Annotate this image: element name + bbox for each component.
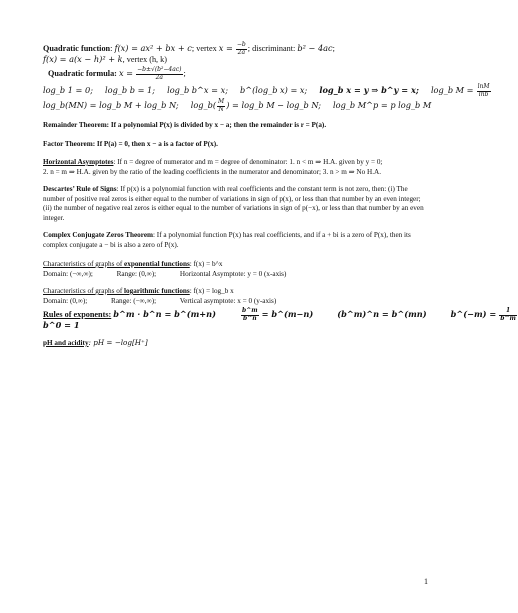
log-rule-4: b^(log_b x) = x; bbox=[240, 84, 308, 95]
exponent-rule-4-lhs: b^(−m) = bbox=[450, 308, 497, 319]
discriminant-label: discriminant: bbox=[252, 43, 296, 53]
log-rule-7: log_b(MN) = log_b M + log_b N; bbox=[43, 99, 179, 110]
exponent-rule-5-line bbox=[43, 321, 80, 330]
exponential-range: Range: (0,∞); bbox=[116, 270, 157, 278]
factor-theorem-label: Factor Theorem: bbox=[43, 140, 96, 148]
vertex-label: vertex bbox=[196, 43, 217, 53]
log-rule-6-lhs: log_b M = bbox=[430, 84, 474, 95]
descartes-rule-text: : If p(x) is a polynomial function with real coefficients and the constant term is not zero, then: (i) The number of positive real zeros is either equal to the number of variations in sign of p(x), or less than that number by an even integer; (ii) the number of negative real zeros is either equal to the number of variations in sign of p(−x), or less than that number by an even integer. bbox=[43, 185, 424, 222]
exponential-heading-pre: Characteristics of graphs of bbox=[43, 260, 125, 268]
vertex-fraction: $\frac{-b}{2a}$ bbox=[236, 41, 246, 56]
exponential-asymptote: Horizontal Asymptote: y = 0 (x-axis) bbox=[179, 270, 287, 278]
exponent-rule-2-fraction: $\frac{b\^{}m}{b\^{}n}$ bbox=[242, 307, 258, 322]
vertex-form-line: f(x) = a(x − h)² + k, vertex (h, k) bbox=[43, 54, 167, 64]
exponent-rule-2-rhs: = b^(m−n) bbox=[261, 308, 314, 319]
remainder-theorem-label: Remainder Theorem: bbox=[43, 121, 110, 129]
log-rule-8-fraction: $\frac{M}{N}$ bbox=[218, 98, 225, 113]
logarithmic-characteristics bbox=[43, 297, 276, 306]
exponent-rule-4-fraction: $\frac{1}{b\^{}m}$ bbox=[500, 307, 516, 322]
logarithmic-heading-bold: logarithmic functions bbox=[124, 287, 190, 295]
exponent-rule-1: b^m · b^n = b^(m+n) bbox=[113, 308, 216, 319]
logarithmic-heading bbox=[43, 287, 234, 296]
exponential-heading-bold: exponential functions bbox=[124, 260, 190, 268]
logarithmic-range: Range: (−∞,∞); bbox=[111, 297, 157, 305]
rules-of-exponents-line bbox=[43, 308, 518, 322]
ph-formula: : pH = −log[H⁺] bbox=[88, 338, 148, 347]
log-rules-line-1 bbox=[43, 84, 492, 98]
log-rule-9: log_b M^p = p log_b M bbox=[333, 99, 432, 110]
log-rule-2: log_b b = 1; bbox=[105, 84, 156, 95]
horizontal-asymptotes-line-2 bbox=[43, 168, 381, 177]
remainder-theorem-text: If a polynomial P(x) is divided by x − a; then the remainder is r = P(a). bbox=[110, 121, 327, 129]
vertex-x: x = bbox=[218, 42, 233, 53]
exponential-characteristics bbox=[43, 270, 286, 279]
quadratic-function-label: Quadratic function bbox=[43, 43, 111, 53]
logarithmic-heading-post: : f(x) = log_b x bbox=[189, 287, 234, 295]
horizontal-asymptotes-text-2: 2. n = m ⇒ H.A. given by the ratio of the leading coefficients in the numerator and denominator; 3. n > m ⇒ No H.A. bbox=[43, 168, 381, 176]
logarithmic-asymptote: Vertical asymptote: x = 0 (y-axis) bbox=[179, 297, 277, 305]
factor-theorem-text: If P(a) = 0, then x − a is a factor of P(x). bbox=[96, 140, 218, 148]
log-rule-6-fraction: $\frac{\ln M}{\ln b}$ bbox=[477, 83, 490, 98]
log-rule-5: log_b x = y ⇒ b^y = x; bbox=[319, 84, 419, 95]
remainder-theorem bbox=[43, 121, 326, 130]
log-rule-1: log_b 1 = 0; bbox=[43, 84, 93, 95]
complex-conjugate-theorem bbox=[43, 231, 428, 250]
exponential-heading bbox=[43, 260, 223, 269]
quadratic-formula-fraction: $\frac{\text{−b±√(b²−4ac)}}{2a}$ bbox=[137, 66, 182, 81]
exponent-rule-3: (b^m)^n = b^(mn) bbox=[337, 308, 427, 319]
horizontal-asymptotes-label: Horizontal Asymptotes bbox=[43, 158, 114, 166]
page-number: 1 bbox=[424, 577, 428, 586]
quadratic-formula-line: Quadratic formula: x = $\frac{\text{−b±√(b²−4ac)}}{2a}$ ; bbox=[48, 66, 186, 81]
log-rule-8-rhs: ) = log_b M − log_b N; bbox=[226, 99, 321, 110]
quadratic-function-line: Quadratic function: f(x) = ax² + bx + c; vertex x = $\frac{-b}{2a}$ ; discriminant: b² − 4ac; bbox=[43, 41, 335, 56]
quadratic-function-formula: f(x) = ax² + bx + c bbox=[114, 42, 192, 53]
exponent-rule-5: b^0 = 1 bbox=[43, 320, 80, 330]
factor-theorem bbox=[43, 140, 218, 149]
quadratic-formula-x: x = bbox=[118, 67, 134, 78]
log-rules-line-2 bbox=[43, 99, 431, 113]
log-rule-8-lhs: log_b( bbox=[190, 99, 217, 110]
vertex-form-tail: vertex (h, k) bbox=[126, 55, 167, 64]
ph-label: pH and acidity bbox=[43, 339, 89, 347]
complex-conjugate-label: Complex Conjugate Zeros Theorem bbox=[43, 231, 154, 239]
exponential-domain: Domain: (−∞,∞); bbox=[43, 270, 93, 278]
horizontal-asymptotes-line-1 bbox=[43, 158, 382, 167]
complex-conjugate-text: : If a polynomial function P(x) has real coefficients, and if a + bi is a zero of P(x), then its complex conjugate a − bi is also a zero of P(x). bbox=[43, 231, 411, 249]
horizontal-asymptotes-text-1: : If n = degree of numerator and m = degree of denominator: 1. n < m ⇒ H.A. given by y = 0; bbox=[113, 158, 383, 166]
logarithmic-domain: Domain: (0,∞); bbox=[43, 297, 88, 305]
descartes-rule-label: Descartes’ Rule of Signs bbox=[43, 185, 117, 193]
rules-of-exponents-label: Rules of exponents: bbox=[43, 309, 112, 319]
ph-line bbox=[43, 338, 148, 348]
exponential-heading-post: : f(x) = b^x bbox=[189, 260, 223, 268]
quadratic-formula-label: Quadratic formula: bbox=[48, 68, 117, 78]
logarithmic-heading-pre: Characteristics of graphs of bbox=[43, 287, 125, 295]
descartes-rule bbox=[43, 185, 428, 223]
discriminant-formula: b² − 4ac bbox=[297, 42, 333, 53]
vertex-form-formula: f(x) = a(x − h)² + k bbox=[43, 54, 123, 64]
log-rule-3: log_b b^x = x; bbox=[167, 84, 228, 95]
